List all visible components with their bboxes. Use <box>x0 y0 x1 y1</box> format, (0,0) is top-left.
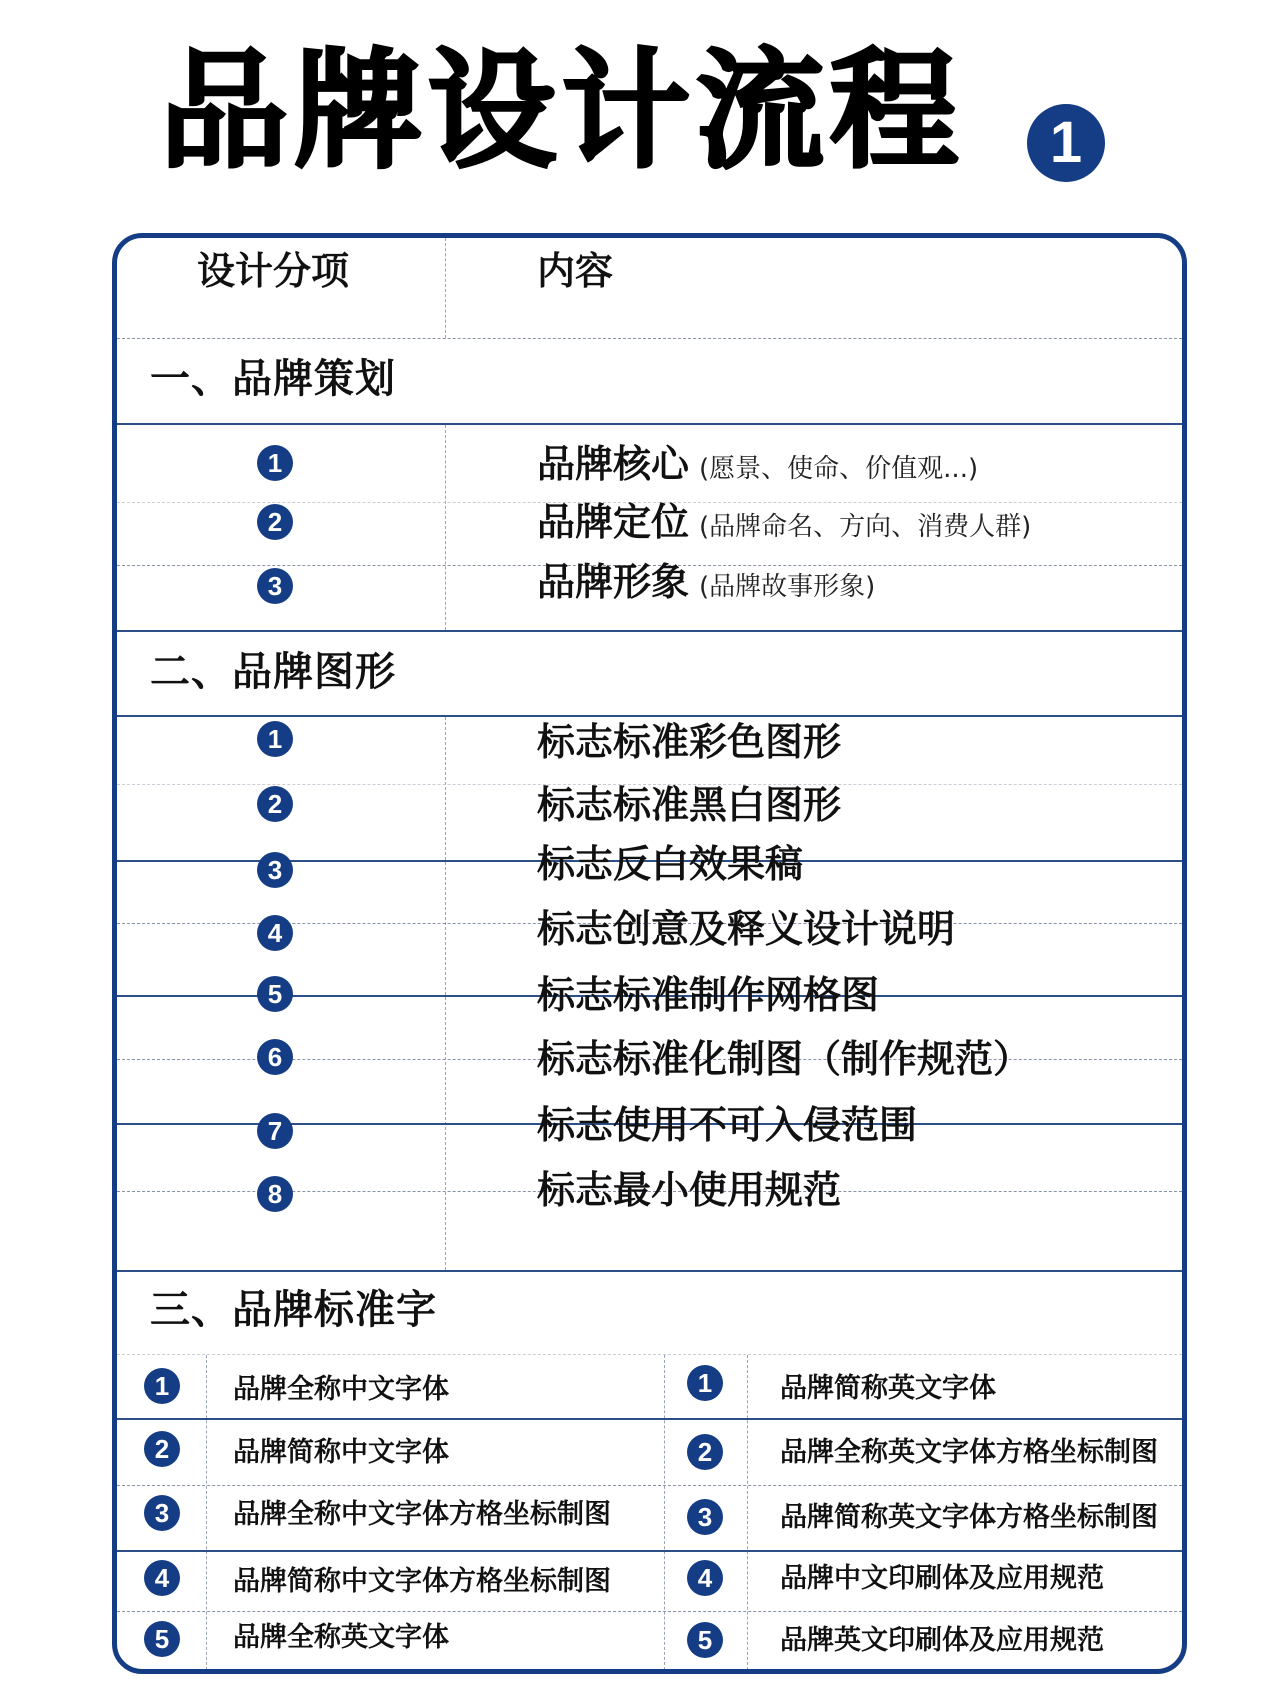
list-item: 品牌全称中文字体 <box>233 1374 449 1405</box>
section-heading-brand-graphics: 二、品牌图形 <box>150 649 396 695</box>
item-label: 品牌形象 <box>537 560 690 604</box>
number-badge-icon: 4 <box>257 915 293 951</box>
divider <box>117 1418 1182 1420</box>
number-badge-icon: 1 <box>257 445 293 481</box>
list-item: 品牌全称英文字体 <box>233 1622 449 1653</box>
number-badge-icon: 4 <box>144 1560 180 1596</box>
list-item: 标志最小使用规范 <box>537 1168 842 1212</box>
list-item: 品牌简称英文字体 <box>780 1373 996 1404</box>
item-note: (品牌命名、方向、消费人群) <box>699 512 1032 542</box>
number-badge-icon: 1 <box>257 721 293 757</box>
number-badge-icon: 3 <box>687 1499 723 1535</box>
list-item: 标志创意及释义设计说明 <box>537 907 956 951</box>
number-badge-icon: 3 <box>257 568 293 604</box>
section-heading-brand-typeface: 三、品牌标准字 <box>150 1287 437 1333</box>
number-badge-icon: 4 <box>687 1560 723 1596</box>
list-item: 品牌中文印刷体及应用规范 <box>780 1563 1104 1594</box>
divider <box>117 630 1182 632</box>
divider <box>117 1550 1182 1552</box>
number-badge-icon: 1 <box>144 1368 180 1404</box>
list-item: 标志反白效果稿 <box>537 842 804 886</box>
list-item: 标志标准彩色图形 <box>537 720 842 764</box>
divider <box>117 1611 1182 1612</box>
list-item: 品牌简称中文字体 <box>233 1437 449 1468</box>
number-badge-icon: 2 <box>144 1431 180 1467</box>
section-heading-brand-planning: 一、品牌策划 <box>150 356 396 402</box>
list-item: 标志标准黑白图形 <box>537 783 842 827</box>
column-divider <box>206 1355 207 1674</box>
item-note: (愿景、使命、价值观...) <box>699 454 979 484</box>
divider <box>117 1485 1182 1486</box>
number-badge-icon: 1 <box>687 1365 723 1401</box>
item-label: 品牌核心 <box>537 442 690 486</box>
column-divider <box>747 1355 748 1674</box>
column-divider <box>445 717 446 1270</box>
page-title: 品牌设计流程 <box>160 37 965 186</box>
number-badge-icon: 5 <box>257 976 293 1012</box>
number-badge-icon: 6 <box>257 1039 293 1075</box>
item-note: (品牌故事形象) <box>699 572 876 602</box>
column-divider <box>445 425 446 630</box>
divider <box>117 338 1182 339</box>
item-label: 品牌定位 <box>537 500 690 544</box>
divider <box>117 1270 1182 1272</box>
list-item: 品牌简称英文字体方格坐标制图 <box>780 1502 1158 1533</box>
list-item: 品牌全称英文字体方格坐标制图 <box>780 1437 1158 1468</box>
list-item: 标志标准制作网格图 <box>537 973 880 1017</box>
column-header-content: 内容 <box>537 249 614 293</box>
list-item: 标志标准化制图（制作规范） <box>537 1037 1032 1081</box>
divider <box>117 1354 1182 1355</box>
number-badge-icon: 2 <box>257 786 293 822</box>
list-item: 品牌英文印刷体及应用规范 <box>780 1625 1104 1656</box>
number-badge-icon: 8 <box>257 1176 293 1212</box>
part-number-badge: 1 <box>1027 104 1105 182</box>
list-item: 品牌全称中文字体方格坐标制图 <box>233 1499 611 1530</box>
list-item <box>537 500 1032 544</box>
column-divider <box>445 238 446 338</box>
number-badge-icon: 2 <box>257 504 293 540</box>
divider <box>117 423 1182 425</box>
number-badge-icon: 5 <box>687 1622 723 1658</box>
number-badge-icon: 3 <box>144 1495 180 1531</box>
number-badge-icon: 7 <box>257 1113 293 1149</box>
divider <box>117 715 1182 717</box>
list-item: 品牌简称中文字体方格坐标制图 <box>233 1566 611 1597</box>
list-item <box>537 442 979 486</box>
list-item: 标志使用不可入侵范围 <box>537 1103 918 1147</box>
design-process-table <box>112 233 1187 1674</box>
list-item <box>537 560 876 604</box>
number-badge-icon: 2 <box>687 1434 723 1470</box>
column-divider <box>664 1355 665 1674</box>
number-badge-icon: 3 <box>257 852 293 888</box>
number-badge-icon: 5 <box>144 1621 180 1657</box>
column-header-category: 设计分项 <box>197 249 350 293</box>
